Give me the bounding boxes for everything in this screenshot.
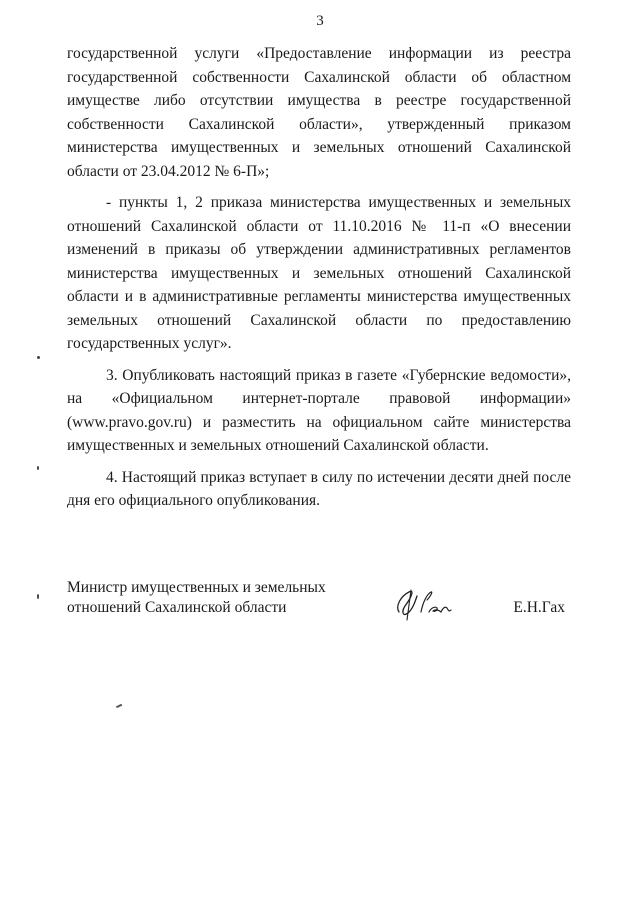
scan-speck	[116, 704, 122, 708]
scan-speck	[37, 594, 39, 599]
signature-block	[67, 578, 571, 638]
handwritten-signature	[389, 582, 457, 622]
signatory-name: Е.Н.Гах	[513, 599, 565, 616]
paragraph-effective: 4. Настоящий приказ вступает в силу по истечении десяти дней после дня его официального опубликования.	[67, 468, 571, 509]
signatory-title-line-1: Министр имущественных и земельных	[67, 579, 326, 596]
page-number: 3	[316, 13, 324, 29]
scan-speck	[37, 466, 39, 470]
scan-speck	[37, 356, 40, 359]
document-body	[67, 42, 571, 513]
paragraph-continuation: государственной услуги «Предоставление информации из реестра государственной собственности Сахалинской области об областном имуществе либо отсутствии имущества в реестре государственной собственности Сахалинской области», утвержденный приказом министерства имущественных и земельных отношений Сахалинской области от 23.04.2012 № 6-П»;	[67, 45, 571, 180]
signatory-title-line-2: отношений Сахалинской области	[67, 599, 287, 616]
signatory-title	[67, 578, 357, 618]
paragraph-publish: 3. Опубликовать настоящий приказ в газете «Губернские ведомости», на «Официальном интернет-портале правовой информации» (www.pravo.gov.ru) и разместить на официальном сайте министерства имущественных и земельных отношений Сахалинской области.	[67, 366, 571, 454]
paragraph-item-list: - пункты 1, 2 приказа министерства имущественных и земельных отношений Сахалинской области от 11.10.2016 № 11-п «О внесении изменений в приказы об утверждении административных регламентов министерства имущественных и земельных отношений Сахалинской области и в административные регламенты министерства имущественных земельных отношений Сахалинской области по предоставлению государственных услуг».	[67, 194, 571, 352]
